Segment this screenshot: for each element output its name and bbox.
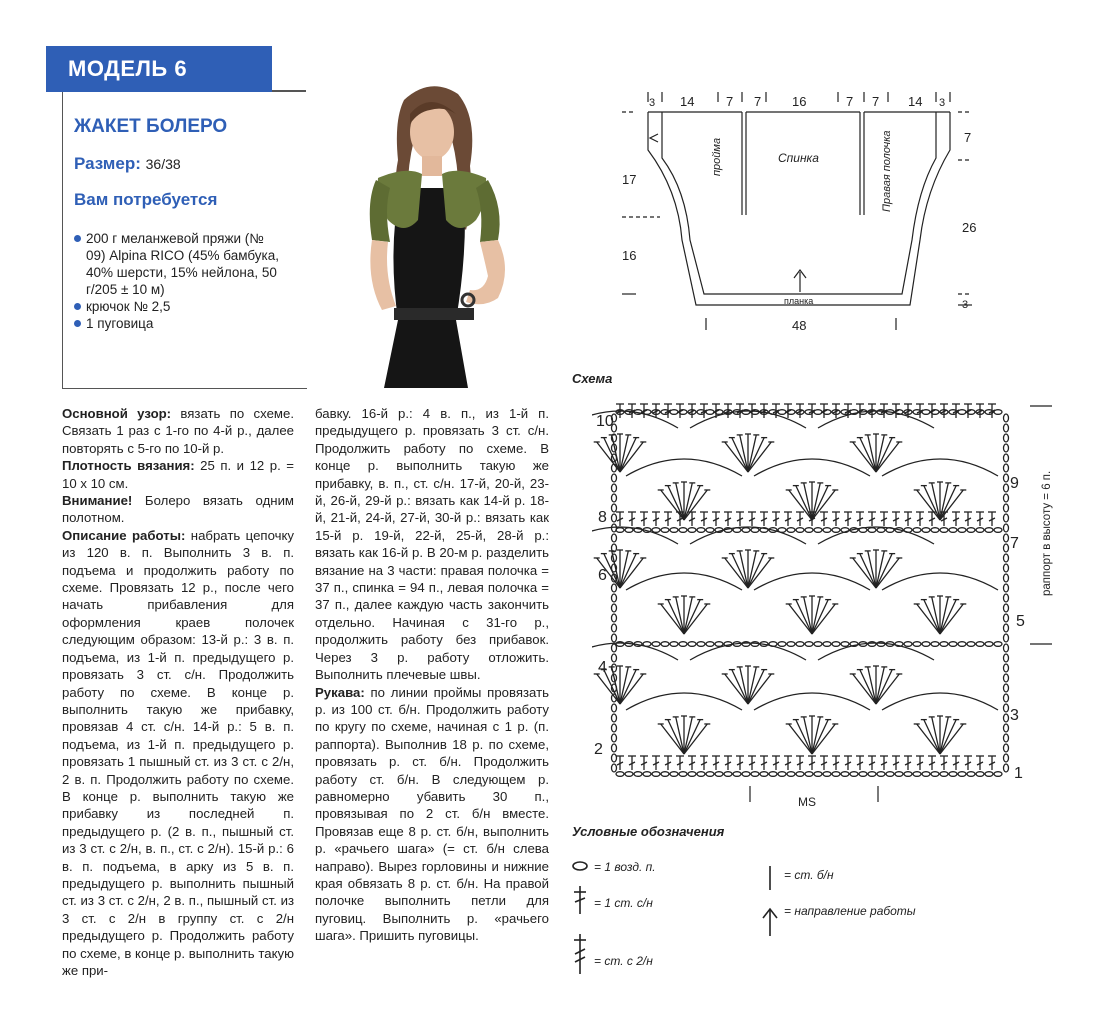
chart-symbol bbox=[697, 528, 705, 533]
chart-symbol bbox=[904, 642, 912, 647]
dim-16: 16 bbox=[622, 248, 637, 263]
rapport-label: раппорт в высоту = 6 п. bbox=[1041, 470, 1053, 596]
chart-symbol bbox=[976, 772, 984, 777]
row-number: 4 bbox=[598, 659, 607, 676]
paragraph: Основной узор: вязать по схеме. Связать 1 раз с 1-го по 4-й р., далее повторять с 5-го по 10-й р. bbox=[62, 406, 294, 456]
chart-symbol bbox=[1004, 634, 1009, 642]
chart-symbol bbox=[1004, 594, 1009, 602]
chart-symbol bbox=[859, 772, 867, 777]
chart-symbol bbox=[1004, 464, 1009, 472]
instructions-column-1 bbox=[62, 405, 294, 979]
dim-3: 3 bbox=[962, 299, 969, 311]
chart-symbol bbox=[1004, 754, 1009, 762]
chart-symbol bbox=[913, 772, 921, 777]
dim-top: 7 bbox=[754, 94, 762, 109]
chart-symbol bbox=[769, 772, 777, 777]
chart-symbol bbox=[832, 772, 840, 777]
chart-symbol bbox=[652, 772, 660, 777]
chart-symbol bbox=[690, 527, 806, 544]
chart-symbol bbox=[652, 528, 660, 533]
chart-symbol bbox=[1004, 534, 1009, 542]
chart-symbol bbox=[994, 772, 1002, 777]
direction-arrow-icon bbox=[763, 909, 777, 936]
chart-symbol bbox=[754, 459, 870, 476]
material-item: 1 пуговица bbox=[74, 315, 284, 332]
chart-symbol bbox=[612, 624, 617, 632]
chart-symbol bbox=[612, 644, 617, 652]
garment-pattern bbox=[600, 80, 1020, 350]
chart-symbol bbox=[754, 573, 870, 590]
chart-symbol bbox=[733, 772, 741, 777]
chart-symbol bbox=[612, 494, 617, 502]
chart-symbol bbox=[940, 772, 948, 777]
chart-symbol bbox=[634, 772, 642, 777]
chart-symbol bbox=[1004, 424, 1009, 432]
band-label: планка bbox=[784, 296, 814, 306]
chart-symbol bbox=[976, 528, 984, 533]
chart-symbol bbox=[670, 528, 678, 533]
chart-symbol bbox=[612, 744, 617, 752]
dim-top: 16 bbox=[792, 94, 807, 109]
chart-symbol bbox=[967, 642, 975, 647]
chart-symbol bbox=[612, 584, 617, 592]
dim-top: 14 bbox=[908, 94, 923, 109]
legend-title: Условные обозначения bbox=[572, 824, 725, 839]
chart-symbol bbox=[1004, 554, 1009, 562]
double-crochet-icon bbox=[574, 886, 586, 914]
chart-symbol bbox=[1004, 674, 1009, 682]
chart-symbol bbox=[706, 772, 714, 777]
chart-symbol bbox=[679, 642, 687, 647]
chart-symbol bbox=[661, 772, 669, 777]
chart-symbol bbox=[760, 772, 768, 777]
dim-top: 3 bbox=[649, 97, 656, 109]
row-number: 8 bbox=[598, 509, 607, 526]
chart-symbol bbox=[742, 528, 750, 533]
chart-symbol bbox=[787, 772, 795, 777]
chart-symbol bbox=[688, 642, 696, 647]
chart-symbol bbox=[913, 528, 921, 533]
chart-symbol bbox=[1004, 644, 1009, 652]
chart-symbol bbox=[706, 410, 714, 415]
paragraph: Описание работы: набрать цепочку из 120 в. п. Выполнить 3 в. п. подъема и продолжить работу по схеме. Провязать 12 р., после чего начать прибавления для оформления краев полочек следующим образом: 13-й р.: 3 в. п. подъема, из 1-й п. предыдущего р. провязать 3 ст. с/н. Продолжить работу по схеме. В конце р. выполнить такую же прибавку, провязав 4 ст. с/н. 14-й р.: 5 в. п. подъема, из 1-й п. предыдущего р. провязать 1 пышный ст. из 3 ст. с 2/н, 2 в. п. Продолжить работу по схеме. В конце р. выполнить такую же прибавку из последней п. предыдущего р. (2 в. п., пышный ст. из 3 ст. с 2/н, в. п., ст. с 2/н). 15-й р.: 6 в. п. подъема, в арку из 5 в. п. предыдущего р. выполнить пышный ст. из 3 ст. с 2/н, 2 в. п., пышный ст. из 3 ст. с 2/н в группу ст. с 2/н предыдущего р. Продолжить работу по схеме, в конце р. выполнить такую же при- bbox=[62, 527, 294, 978]
chart-symbol bbox=[850, 772, 858, 777]
paragraph: Плотность вязания: 25 п. и 12 р. = 10 х 10 см. bbox=[62, 458, 294, 491]
chart-symbol bbox=[940, 642, 948, 647]
chart-symbol bbox=[1004, 434, 1009, 442]
chart-symbol bbox=[626, 693, 742, 710]
chart-symbol bbox=[661, 528, 669, 533]
row-number: 5 bbox=[1016, 613, 1025, 630]
chart-symbol bbox=[697, 642, 705, 647]
chain-stitch-icon bbox=[573, 862, 587, 870]
chart-symbol bbox=[778, 772, 786, 777]
chart-symbol bbox=[841, 772, 849, 777]
chart-symbol bbox=[814, 410, 822, 415]
chart-symbol bbox=[724, 772, 732, 777]
size-line bbox=[74, 154, 181, 174]
chart-symbol bbox=[612, 734, 617, 742]
chart-symbol bbox=[706, 528, 714, 533]
legend-item: = 1 возд. п. bbox=[594, 860, 656, 874]
chart-symbol bbox=[967, 528, 975, 533]
chart-symbol bbox=[1004, 414, 1009, 422]
chart-symbol bbox=[754, 693, 870, 710]
chart-symbol bbox=[1004, 724, 1009, 732]
chart-symbol bbox=[706, 642, 714, 647]
chart-symbol bbox=[715, 642, 723, 647]
chart-symbol bbox=[882, 573, 998, 590]
instructions-column-2 bbox=[315, 405, 549, 945]
paragraph: Рукава: по линии проймы провязать р. из 100 ст. б/н. Продолжить работу по кругу по схеме, начиная с 1 р. (п. раппорта). Выполнив 18 р. по схеме, провязать р. ст. б/н. Продолжить работу ст. б/н. В следующем р. равномерно убавить 30 п., провязывая по 2 ст. б/н вместе. Провязав еще 8 р. ст. б/н, выполнить р. «рачьего шага» (= ст. б/н слева направо). Вырез горловины и нижние края обвязать 8 р. ст. б/н. На правой полочке выполнить петли для пуговиц. Выполнить р. «рачьего шага». Пришить пуговицы. bbox=[315, 684, 549, 944]
chart-symbol bbox=[612, 514, 617, 522]
chart-symbol bbox=[931, 772, 939, 777]
chart-symbol bbox=[697, 772, 705, 777]
garment-title: ЖАКЕТ БОЛЕРО bbox=[74, 116, 228, 137]
dim-26: 26 bbox=[962, 220, 977, 235]
chart-symbol bbox=[882, 459, 998, 476]
chart-symbol bbox=[688, 772, 696, 777]
chart-symbol bbox=[1004, 474, 1009, 482]
chart-symbol bbox=[823, 528, 831, 533]
chart-symbol bbox=[994, 642, 1002, 647]
chart-symbol bbox=[612, 604, 617, 612]
chart-symbol bbox=[823, 772, 831, 777]
crochet-chart bbox=[592, 398, 1062, 808]
chart-symbol bbox=[1004, 744, 1009, 752]
right-front-label: Правая полочка bbox=[881, 130, 893, 212]
chart-symbol bbox=[612, 504, 617, 512]
chart-symbol bbox=[616, 772, 624, 777]
chart-symbol bbox=[612, 654, 617, 662]
chart-symbol bbox=[877, 528, 885, 533]
paragraph: Внимание! Болеро вязать одним полотном. bbox=[62, 493, 294, 526]
chart-symbol bbox=[1004, 764, 1009, 772]
chart-symbol bbox=[1004, 494, 1009, 502]
chart-symbol bbox=[985, 772, 993, 777]
chart-symbol bbox=[1004, 624, 1009, 632]
chart-symbol bbox=[787, 642, 795, 647]
chart-symbol bbox=[1004, 604, 1009, 612]
row-number: 1 bbox=[1014, 765, 1023, 782]
chart-symbol bbox=[643, 642, 651, 647]
chart-symbol bbox=[612, 474, 617, 482]
chart-symbol bbox=[1004, 684, 1009, 692]
chart-symbol bbox=[949, 528, 957, 533]
chart-symbol bbox=[805, 772, 813, 777]
row-number: 6 bbox=[598, 567, 607, 584]
chart-symbol bbox=[612, 724, 617, 732]
chart-symbol bbox=[612, 524, 617, 532]
chart-symbol bbox=[751, 528, 759, 533]
chart-symbol bbox=[823, 642, 831, 647]
chart-symbol bbox=[643, 772, 651, 777]
chart-symbol bbox=[967, 772, 975, 777]
model-photo bbox=[318, 70, 546, 388]
model-banner: МОДЕЛЬ 6 bbox=[46, 46, 272, 92]
chart-symbol bbox=[805, 642, 813, 647]
chart-symbol bbox=[949, 642, 957, 647]
chart-symbol bbox=[994, 528, 1002, 533]
chart-symbol bbox=[1004, 504, 1009, 512]
chart-symbol bbox=[1004, 654, 1009, 662]
chart-symbol bbox=[958, 772, 966, 777]
chart-symbol bbox=[626, 573, 742, 590]
chart-symbol bbox=[877, 772, 885, 777]
chart-symbol bbox=[922, 642, 930, 647]
chart-symbol bbox=[1004, 544, 1009, 552]
chart-symbol bbox=[592, 527, 678, 544]
paragraph: бавку. 16-й р.: 4 в. п., из 1-й п. предыдущего р. провязать 3 ст. с/н. Продолжить работу по схеме. В конце р. выполнить такую же прибавку, в. п., ст. с/н. 17-й, 20-й, 23-й, 26-й, 29-й р.: вязать как 14-й р. 18-й, 21-й, 24-й, 27-й, 30-й р.: вязать как 15-й р. 19-й, 22-й, 25-й, 28-й р.: вязать как 16-й р. В 20-м р. разделить вязание на 3 части: правая полочка = 37 п., спинка = 94 п., левая полочка = 37 п., далее каждую часть закончить отдельно. Начиная с 31-го р., продолжить работу без прибавок. Через 3 р. работу отложить. Выполнить плечевые швы. bbox=[315, 406, 549, 683]
dim-top: 7 bbox=[872, 94, 880, 109]
chart-symbol bbox=[814, 772, 822, 777]
chart-symbol bbox=[715, 772, 723, 777]
chart-symbol bbox=[985, 642, 993, 647]
treble-crochet-icon bbox=[574, 934, 586, 974]
chart-symbol bbox=[1004, 714, 1009, 722]
chart-symbol bbox=[688, 528, 696, 533]
schema-title: Схема bbox=[572, 371, 613, 386]
chart-symbol bbox=[626, 459, 742, 476]
legend-item: = направление работы bbox=[784, 904, 916, 918]
chart-symbol bbox=[958, 528, 966, 533]
dim-7: 7 bbox=[964, 130, 972, 145]
chart-symbol bbox=[625, 772, 633, 777]
dim-17: 17 bbox=[622, 172, 637, 187]
chart-symbol bbox=[814, 528, 822, 533]
chart-symbol bbox=[625, 528, 633, 533]
chart-symbol bbox=[679, 772, 687, 777]
chart-symbol bbox=[612, 534, 617, 542]
chart-symbol bbox=[1004, 564, 1009, 572]
chart-symbol bbox=[612, 754, 617, 762]
chart-symbol bbox=[778, 410, 786, 415]
materials-heading: Вам потребуется bbox=[74, 190, 218, 209]
row-number: 3 bbox=[1010, 707, 1019, 724]
chart-symbol bbox=[882, 693, 998, 710]
chart-symbol bbox=[778, 528, 786, 533]
chart-symbol bbox=[616, 528, 624, 533]
chart-symbol bbox=[1004, 704, 1009, 712]
chart-symbol bbox=[868, 528, 876, 533]
chart-symbol bbox=[1004, 734, 1009, 742]
chart-symbol bbox=[832, 528, 840, 533]
chart-symbol bbox=[922, 528, 930, 533]
chart-symbol bbox=[796, 642, 804, 647]
legend-item: = ст. с 2/н bbox=[594, 954, 653, 968]
chart-symbol bbox=[1004, 584, 1009, 592]
chart-symbol bbox=[886, 772, 894, 777]
dim-top: 14 bbox=[680, 94, 695, 109]
chart-symbol bbox=[868, 642, 876, 647]
chart-symbol bbox=[1004, 444, 1009, 452]
chart-symbol bbox=[670, 642, 678, 647]
ms-label: MS bbox=[798, 795, 816, 808]
chart-symbol bbox=[679, 528, 687, 533]
chart-symbol bbox=[976, 642, 984, 647]
chart-symbol bbox=[661, 642, 669, 647]
chart-symbol bbox=[652, 642, 660, 647]
row-number: 10 bbox=[596, 413, 614, 430]
chart-symbol bbox=[778, 642, 786, 647]
dim-top: 7 bbox=[726, 94, 734, 109]
chart-symbol bbox=[895, 772, 903, 777]
chart-symbol bbox=[904, 772, 912, 777]
chart-symbol bbox=[1004, 574, 1009, 582]
chart-symbol bbox=[958, 642, 966, 647]
chart-symbol bbox=[832, 642, 840, 647]
chart-symbol bbox=[796, 772, 804, 777]
chart-symbol bbox=[1004, 524, 1009, 532]
chart-symbol bbox=[751, 772, 759, 777]
chart-symbol bbox=[612, 704, 617, 712]
dim-top: 3 bbox=[939, 97, 946, 109]
chart-symbol bbox=[612, 484, 617, 492]
legend-item: = 1 ст. с/н bbox=[594, 896, 653, 910]
chart-symbol bbox=[612, 594, 617, 602]
chart-symbol bbox=[612, 614, 617, 622]
chart-symbol bbox=[787, 528, 795, 533]
chart-symbol bbox=[1004, 484, 1009, 492]
chart-symbol bbox=[868, 772, 876, 777]
chart-symbol bbox=[1004, 664, 1009, 672]
chart-symbol bbox=[940, 528, 948, 533]
chart-symbol bbox=[612, 764, 617, 772]
chart-symbol bbox=[1004, 694, 1009, 702]
chart-symbol bbox=[922, 772, 930, 777]
materials-list bbox=[74, 230, 284, 332]
chart-symbol bbox=[670, 772, 678, 777]
size-value: 36/38 bbox=[145, 156, 181, 172]
chart-symbol bbox=[958, 410, 966, 415]
chart-symbol bbox=[814, 642, 822, 647]
chart-symbol bbox=[796, 528, 804, 533]
row-number: 9 bbox=[1010, 475, 1019, 492]
chart-symbol bbox=[733, 528, 741, 533]
chart-symbol bbox=[1004, 454, 1009, 462]
back-label: Спинка bbox=[778, 151, 819, 165]
chart-symbol bbox=[994, 410, 1002, 415]
chart-symbol bbox=[670, 410, 678, 415]
chart-symbol bbox=[922, 410, 930, 415]
legend-item: = ст. б/н bbox=[784, 868, 834, 882]
chart-symbol bbox=[877, 642, 885, 647]
chart-symbol bbox=[931, 642, 939, 647]
dim-48: 48 bbox=[792, 318, 807, 333]
armhole-label: пройма bbox=[711, 137, 723, 176]
chart-symbol bbox=[1004, 614, 1009, 622]
row-number: 2 bbox=[594, 741, 603, 758]
chart-symbol bbox=[742, 772, 750, 777]
chart-symbol bbox=[931, 528, 939, 533]
size-label: Размер: bbox=[74, 154, 141, 173]
chart-symbol bbox=[805, 528, 813, 533]
chart-symbol bbox=[949, 772, 957, 777]
chart-symbol bbox=[1004, 514, 1009, 522]
chart-symbol bbox=[612, 714, 617, 722]
chart-symbol bbox=[841, 642, 849, 647]
material-item: 200 г меланжевой пряжи (№ 09) Alpina RICO (45% бамбука, 40% шерсти, 15% нейлона, 50 г/205 ± 10 м) bbox=[74, 230, 284, 298]
row-number: 7 bbox=[1010, 535, 1019, 552]
dim-top: 7 bbox=[846, 94, 854, 109]
chart-symbol bbox=[985, 528, 993, 533]
material-item: крючок № 2,5 bbox=[74, 298, 284, 315]
chart-symbol bbox=[612, 634, 617, 642]
chart-symbol bbox=[913, 642, 921, 647]
